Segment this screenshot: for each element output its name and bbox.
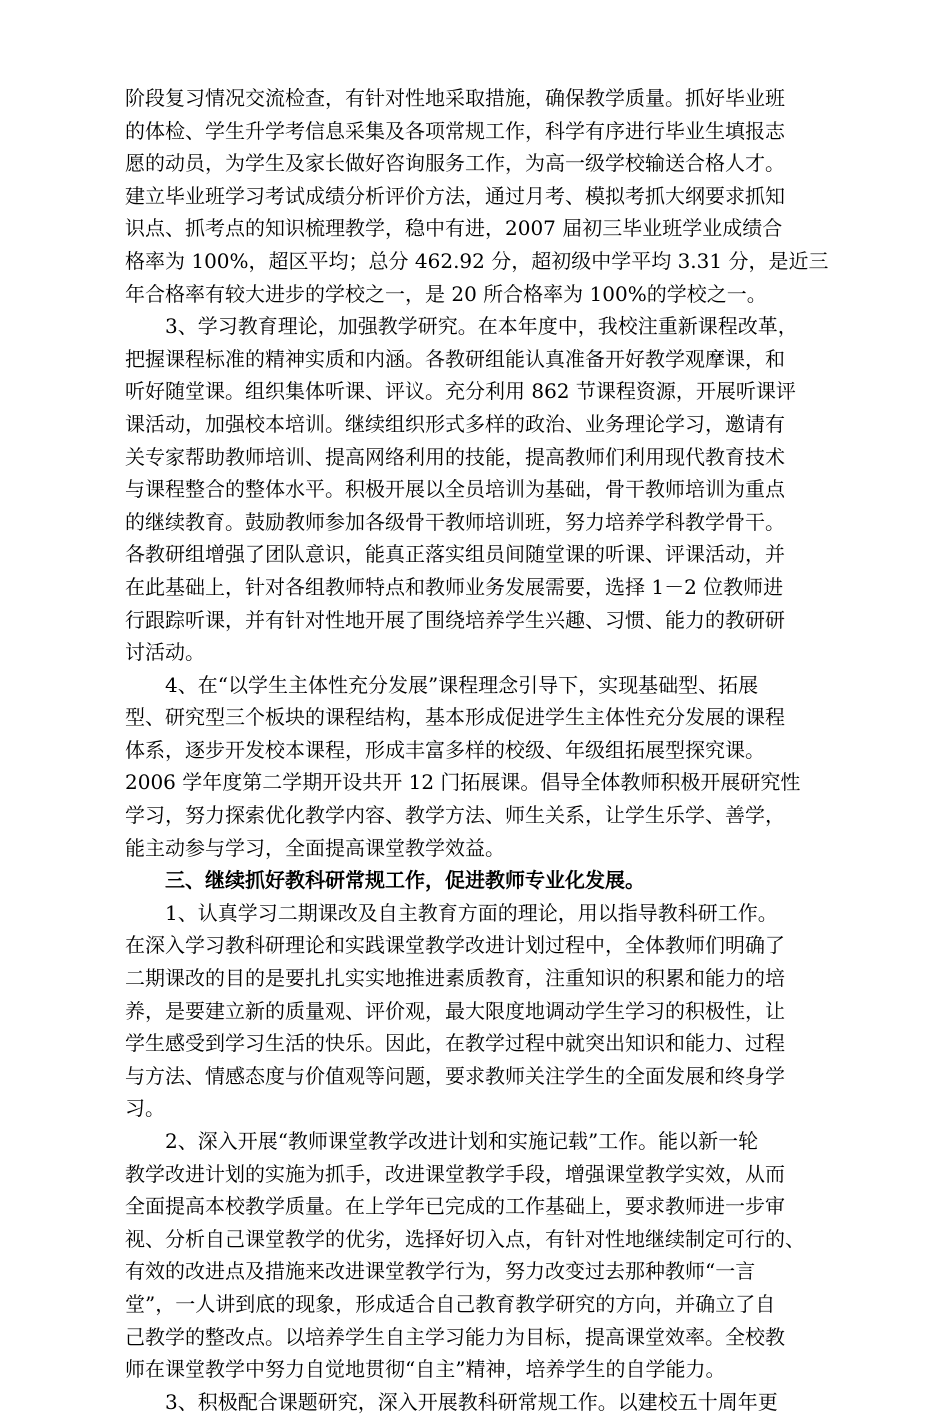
text-line: 格率为 100%，超区平均；总分 462.92 分，超初级中学平均 3.31 分，是近三: [125, 248, 829, 273]
text-line: 教学改进计划的实施为抓手，改进课堂教学手段，增强课堂教学实效，从而: [125, 1161, 785, 1186]
text-line: 年合格率有较大进步的学校之一，是 20 所合格率为 100%的学校之一。: [125, 281, 767, 306]
document-body: [125, 82, 855, 1418]
text-line: 4、在“以学生主体性充分发展”课程理念引导下，实现基础型、拓展: [165, 672, 759, 697]
text-line: 有效的改进点及措施来改进课堂教学行为，努力改变过去那种教师“一言: [125, 1259, 756, 1284]
text-line: 堂”，一人讲到底的现象，形成适合自己教育教学研究的方向，并确立了自: [125, 1291, 776, 1316]
text-line: 型、研究型三个板块的课程结构，基本形成促进学生主体性充分发展的课程: [125, 705, 785, 730]
text-line: 习。: [125, 1096, 165, 1121]
text-line: 二期课改的目的是要扎扎实实地推进素质教育，注重知识的积累和能力的培: [125, 966, 785, 991]
text-line: 课活动，加强校本培训。继续组织形式多样的政治、业务理论学习，邀请有: [125, 411, 785, 436]
text-line: 识点、抓考点的知识梳理教学，稳中有进，2007 届初三毕业班学业成绩合: [125, 216, 783, 241]
text-line: 师在课堂教学中努力自觉地贯彻“自主”精神，培养学生的自学能力。: [125, 1357, 726, 1382]
text-line: 把握课程标准的精神实质和内涵。各教研组能认真准备开好教学观摩课，和: [125, 346, 785, 371]
text-line: 3、学习教育理论，加强教学研究。在本年度中，我校注重新课程改革，: [165, 314, 798, 339]
text-line: 听好随堂课。组织集体听课、评议。充分利用 862 节课程资源，开展听课评: [125, 379, 796, 404]
text-line: 2、深入开展“教师课堂教学改进计划和实施记载”工作。能以新一轮: [165, 1129, 759, 1153]
text-line: 视、分析自己课堂教学的优劣，选择好切入点，有针对性地继续制定可行的、: [125, 1226, 805, 1251]
text-line: 阶段复习情况交流检查，有针对性地采取措施，确保教学质量。抓好毕业班: [125, 86, 785, 110]
text-line: 在此基础上，针对各组教师特点和教师业务发展需要，选择 1－2 位教师进: [125, 574, 784, 599]
text-line: 学习，努力探索优化教学内容、教学方法、师生关系，让学生乐学、善学，: [125, 803, 785, 828]
text-line: 能主动参与学习，全面提高课堂教学效益。: [125, 835, 505, 860]
text-line: 愿的动员，为学生及家长做好咨询服务工作，为高一级学校输送合格人才。: [125, 151, 785, 176]
text-line: 与方法、情感态度与价值观等问题，要求教师关注学生的全面发展和终身学: [125, 1063, 785, 1088]
text-line: 学生感受到学习生活的快乐。因此，在教学过程中就突出知识和能力、过程: [125, 1031, 785, 1056]
text-line: 各教研组增强了团队意识，能真正落实组员间随堂课的听课、评课活动，并: [125, 542, 785, 567]
section-heading: 三、继续抓好教科研常规工作，促进教师专业化发展。: [165, 868, 645, 893]
text-line: 与课程整合的整体水平。积极开展以全员培训为基础，骨干教师培训为重点: [125, 477, 785, 502]
text-line: 的体检、学生升学考信息采集及各项常规工作，科学有序进行毕业生填报志: [125, 118, 785, 143]
text-line: 全面提高本校教学质量。在上学年已完成的工作基础上，要求教师进一步审: [125, 1194, 785, 1219]
text-line: 关专家帮助教师培训、提高网络利用的技能，提高教师们利用现代教育技术: [125, 444, 785, 469]
text-line: 的继续教育。鼓励教师参加各级骨干教师培训班，努力培养学科教学骨干。: [125, 509, 785, 534]
text-line: 1、认真学习二期课改及自主教育方面的理论，用以指导教科研工作。: [165, 900, 778, 925]
text-line: 2006 学年度第二学期开设共开 12 门拓展课。倡导全体教师积极开展研究性: [125, 770, 801, 795]
text-line: 养，是要建立新的质量观、评价观，最大限度地调动学生学习的积极性，让: [125, 998, 785, 1023]
text-line: 讨活动。: [125, 640, 205, 665]
text-line: 己教学的整改点。以培养学生自主学习能力为目标，提高课堂效率。全校教: [125, 1324, 785, 1349]
text-line: 体系，逐步开发校本课程，形成丰富多样的校级、年级组拓展型探究课。: [125, 737, 765, 762]
text-line: 建立毕业班学习考试成绩分析评价方法，通过月考、模拟考抓大纲要求抓知: [125, 183, 785, 208]
text-line: 3、积极配合课题研究，深入开展教科研常规工作。以建校五十周年更: [165, 1389, 778, 1414]
text-line: 在深入学习教科研理论和实践课堂教学改进计划过程中，全体教师们明确了: [125, 933, 785, 958]
text-line: 行跟踪听课，并有针对性地开展了围绕培养学生兴趣、习惯、能力的教研研: [125, 607, 785, 632]
